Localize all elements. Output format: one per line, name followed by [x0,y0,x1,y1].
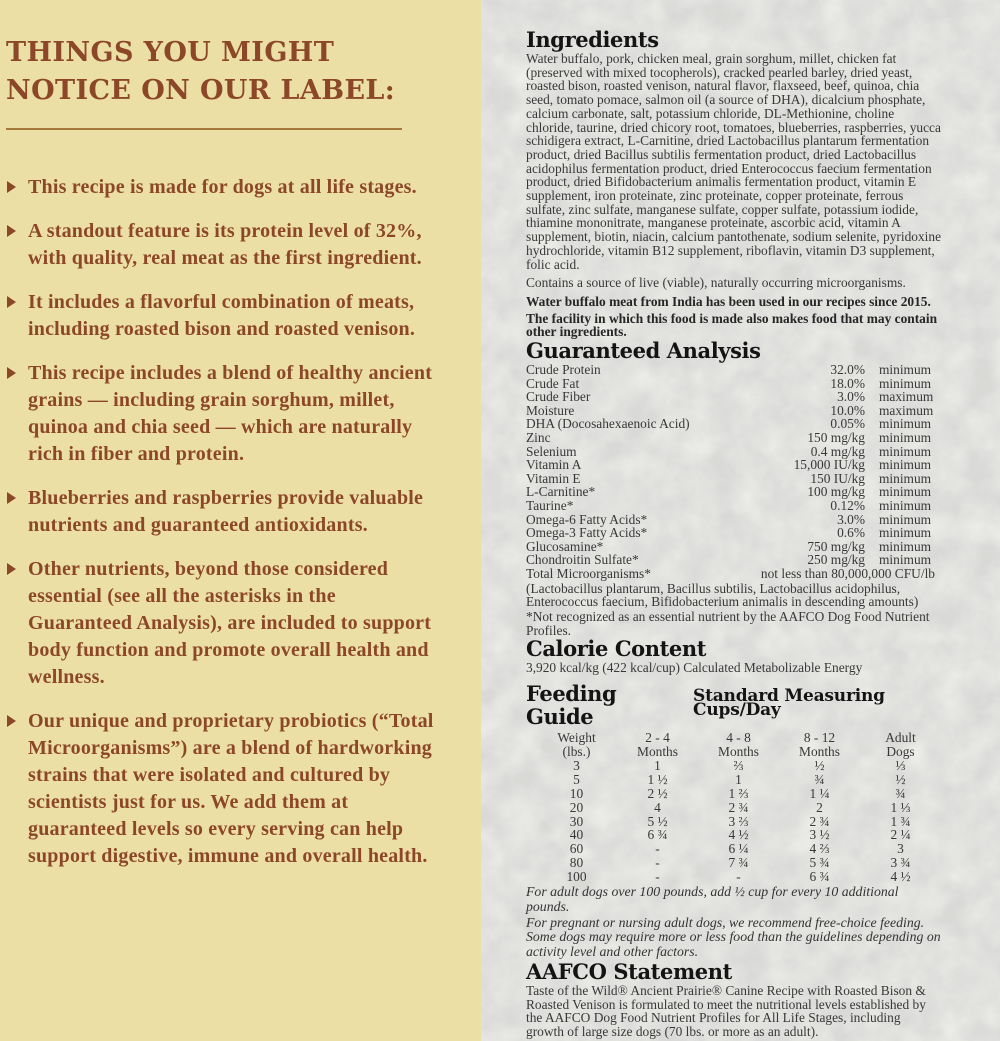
feeding-note-over-100: For adult dogs over 100 pounds, add ½ cup for every 10 additional pounds. [526,884,899,914]
ingredients-title: Ingredients [526,27,659,52]
nutrient-qualifier: minimum [879,498,932,513]
panel-heading-line2: NOTICE ON OUR LABEL: [6,75,396,106]
cups-4-8-months-cell: 7 ¾ [728,855,749,871]
feeding-guide-row [536,773,941,787]
analysis-row [526,445,941,459]
cups-4-8-months-cell: 6 ¼ [728,841,749,857]
analysis-row [526,513,941,527]
cups-2-4-months-cell: - [655,869,660,885]
bullet-arrow-icon [7,715,16,727]
facility-note: The facility in which this food is made also makes food that may contain other ingredients. [526,310,938,340]
cups-adult-cell: 3 [897,841,904,857]
weight-cell: 3 [573,757,580,773]
cups-2-4-months-cell: 6 ¾ [647,827,668,843]
guaranteed-analysis-table [526,363,941,567]
column-header [698,731,779,759]
nutrient-value: not less than 80,000,000 CFU/lb [760,565,935,581]
nutrient-name: Chondroitin Sulfate* [526,552,639,568]
analysis-row [526,499,941,513]
cups-8-12-months-cell: 5 ¾ [809,855,830,871]
cups-adult-cell: 2 ¼ [890,827,911,843]
bullet-arrow-icon [7,563,16,575]
feeding-guide-rows [536,759,941,884]
nutrient-value: 0.4 mg/kg [810,443,865,459]
nutrient-name: Vitamin E [526,470,581,486]
bullet-text: Our unique and proprietary probiotics (“Total Microorganisms”) are a blend of hardworking strains that were isolated and cultured by scientists just for us. We add them at guaranteed levels so every serving can help support digestive, immune and overall health. [28,710,434,867]
cups-adult-cell: ⅓ [895,757,906,773]
bullet-arrow-icon [7,367,16,379]
bullet-text: This recipe includes a blend of healthy ancient grains — including grain sorghum, millet, quinoa and chia seed — which are naturally rich in fiber and protein. [28,362,433,465]
weight-cell: 30 [569,813,584,829]
nutrient-name: Crude Fat [526,375,580,391]
bullet-arrow-icon [7,492,16,504]
cups-8-12-months-cell: 4 ⅔ [809,841,830,857]
analysis-row [526,404,941,418]
heading-divider [6,128,402,130]
column-header-line2: (lbs.) [562,743,591,759]
nutrient-qualifier: minimum [879,416,932,432]
cups-adult-cell: 1 ⅓ [890,799,911,815]
measuring-cups-subtitle: Standard Measuring Cups/Day [693,686,885,720]
feeding-guide-row [536,759,941,773]
nutrient-name: Omega-6 Fatty Acids* [526,511,648,527]
list-item [6,556,440,691]
bullet-arrow-icon [7,181,16,193]
notice-panel [0,0,481,1041]
nutrient-value: 0.12% [830,498,865,513]
feeding-guide-headline [526,682,941,728]
nutrient-qualifier: minimum [879,457,932,473]
cups-4-8-months-cell: 1 ⅔ [728,785,749,801]
bullet-text: It includes a flavorful combination of meats, including roasted bison and roasted venison. [28,291,416,340]
nutrient-name: Selenium [526,443,577,459]
aafco-title: AAFCO Statement [526,959,732,985]
cups-4-8-months-cell: ⅔ [733,757,744,773]
nutrient-name: Vitamin A [526,457,582,473]
calorie-content-title: Calorie Content [526,636,707,662]
nutrient-name: Moisture [526,402,575,418]
ingredients-text: Water buffalo, pork, chicken meal, grain sorghum, millet, chicken fat (preserved with mixed tocopherols), cracked pearled barley, dried yeast, roasted bison, roasted venison, natural flavor, flaxseed, beef, quinoa, chia seed, tomato pomace, salmon oil (a source of DHA), dicalcium phosphate, calcium carbonate, salt, potassium chloride, DL-Methionine, choline chloride, taurine, dried chicory root, tomatoes, blueberries, raspberries, yucca schidigera extract, L-Carnitine, dried Lactobacillus plantarum fermentation product, dried Bacillus subtilis fermentation product, dried Lactobacillus acidophilus fermentation product, dried Enterococcus faecium fermentation product, dried Bifidobacterium animalis fermentation product, vitamin E supplement, iron proteinate, zinc proteinate, copper proteinate, ferrous sulfate, zinc sulfate, manganese sulfate, copper sulfate, potassium iodide, thiamine mononitrate, manganese proteinate, ascorbic acid, vitamin A supplement, biotin, niacin, calcium pantothenate, sodium selenite, pyridoxine hydrochloride, vitamin B12 supplement, riboflavin, vitamin D3 supplement, folic acid. [526,51,942,272]
cups-8-12-months-cell: 6 ¾ [809,869,830,885]
cups-2-4-months-cell: - [655,855,660,871]
guaranteed-analysis-title: Guaranteed Analysis [526,338,761,364]
asterisk-note: *Not recognized as an essential nutrient by the AAFCO Dog Food Nutrient Profiles. [526,608,930,638]
list-item [6,485,440,539]
column-header [779,731,860,759]
calorie-content-text: 3,920 kcal/kg (422 kcal/cup) Calculated Metabolizable Energy [526,660,863,676]
nutrient-value: 3.0% [837,511,865,527]
nutrient-name: Zinc [526,430,551,446]
nutrient-qualifier: maximum [879,402,934,418]
analysis-row [526,526,941,540]
notice-list [6,174,461,870]
list-item [6,174,440,201]
nutrient-qualifier: minimum [879,511,932,527]
cups-adult-cell: 1 ¾ [890,813,911,829]
nutrient-value: 250 mg/kg [807,552,865,568]
weight-cell: 40 [569,827,584,843]
bullet-text: Other nutrients, beyond those considered essential (see all the asterisks in the Guaranteed Analysis), are included to support body function and promote overall health and wellness. [28,558,432,688]
cups-2-4-months-cell: 4 [654,799,661,815]
cups-2-4-months-cell: 1 ½ [647,771,668,787]
cups-adult-cell: 4 ½ [890,869,911,885]
bullet-text: A standout feature is its protein level of 32%, with quality, real meat as the first ingredient. [28,220,422,269]
column-header-line1: 2 - 4 [645,730,670,746]
cups-4-8-months-cell: - [736,869,741,885]
nutrient-value: 150 IU/kg [810,470,865,486]
microorganisms-detail: (Lactobacillus plantarum, Bacillus subtilis, Lactobacillus acidophilus, Enterococcus faecium, Bifidobacterium animalis in descending amounts) [526,580,919,610]
nutrient-name: Omega-3 Fatty Acids* [526,525,648,541]
analysis-row [526,553,941,567]
nutrient-value: 750 mg/kg [807,538,865,554]
panel-heading [6,34,461,110]
bullet-text: This recipe is made for dogs at all life stages. [28,176,417,198]
nutrient-qualifier: minimum [879,552,932,568]
nutrient-qualifier: minimum [879,443,932,459]
analysis-row [526,417,941,431]
label-content [526,28,941,1039]
column-header-line1: 8 - 12 [803,730,836,746]
weight-cell: 10 [569,785,584,801]
nutrient-qualifier: minimum [879,375,932,391]
feeding-guide-header [536,731,941,759]
nutrient-name: Crude Protein [526,362,601,378]
panel-heading-line1: THINGS YOU MIGHT [6,37,335,68]
analysis-row [526,431,941,445]
weight-cell: 20 [569,799,584,815]
list-item [6,218,440,272]
cups-8-12-months-cell: 2 ¾ [809,813,830,829]
nutrient-value: 0.6% [837,525,865,541]
column-header-line2: Dogs [886,743,915,759]
column-header-line1: Weight [557,730,596,746]
cups-8-12-months-cell: 3 ½ [809,827,830,843]
bullet-arrow-icon [7,296,16,308]
cups-8-12-months-cell: 2 [816,799,823,815]
total-microorganisms-row [526,567,941,581]
feeding-guide-row [536,801,941,815]
feeding-guide-row [536,870,941,884]
cups-2-4-months-cell: - [655,841,660,857]
column-header [860,731,941,759]
nutrient-value: 18.0% [830,375,865,391]
nutrient-name: Crude Fiber [526,389,591,405]
nutrient-qualifier: minimum [879,525,932,541]
analysis-row [526,540,941,554]
nutrient-name: Total Microorganisms* [526,565,651,581]
nutrient-name: DHA (Docosahexaenoic Acid) [526,416,690,432]
nutrient-qualifier: minimum [879,430,932,446]
list-item [6,360,440,468]
analysis-row [526,458,941,472]
nutrient-value: 150 mg/kg [807,430,865,446]
cups-8-12-months-cell: ¾ [814,771,825,787]
feeding-guide-table [536,731,941,884]
weight-cell: 5 [573,771,580,787]
column-header-line2: Months [637,743,678,759]
cups-adult-cell: ¾ [895,785,906,801]
column-header [536,731,617,759]
nutrient-qualifier: maximum [879,389,934,405]
feeding-guide-row [536,815,941,829]
list-item [6,289,440,343]
column-header [617,731,698,759]
analysis-row [526,363,941,377]
column-header-line2: Months [718,743,759,759]
feeding-note-pregnant: For pregnant or nursing adult dogs, we recommend free-choice feeding. Some dogs may require more or less food than the guidelines depending on activity level and other factors. [526,914,941,960]
cups-4-8-months-cell: 2 ¾ [728,799,749,815]
bullet-text: Blueberries and raspberries provide valuable nutrients and guaranteed antioxidants. [28,487,424,536]
cups-8-12-months-cell: ½ [814,757,825,773]
nutrient-value: 10.0% [830,402,865,418]
cups-4-8-months-cell: 3 ⅔ [728,813,749,829]
feeding-guide-title: Feeding Guide [526,681,617,730]
nutrient-qualifier: minimum [879,484,932,500]
cups-8-12-months-cell: 1 ¼ [809,785,830,801]
analysis-row [526,377,941,391]
nutrient-value: 100 mg/kg [807,484,865,500]
weight-cell: 100 [566,869,587,885]
analysis-row [526,390,941,404]
cups-adult-cell: ½ [895,771,906,787]
feeding-guide-row [536,787,941,801]
nutrient-value: 15,000 IU/kg [793,457,865,473]
nutrient-value: 3.0% [837,389,865,405]
weight-cell: 80 [569,855,584,871]
nutrient-name: L-Carnitine* [526,484,596,500]
nutrient-qualifier: minimum [879,470,932,486]
cups-2-4-months-cell: 2 ½ [647,785,668,801]
cups-2-4-months-cell: 1 [654,757,661,773]
nutrient-qualifier: minimum [879,538,932,554]
water-buffalo-note: Water buffalo meat from India has been used in our recipes since 2015. [526,293,931,309]
analysis-row [526,472,941,486]
aafco-text: Taste of the Wild® Ancient Prairie® Canine Recipe with Roasted Bison & Roasted Venison is formulated to meet the nutritional levels established by the AAFCO Dog Food Nutrient Profiles for All Life Stages, including growth of large size dogs (70 lbs. or more as an adult). [526,983,926,1040]
nutrient-qualifier: minimum [879,362,932,378]
bullet-arrow-icon [7,225,16,237]
nutrient-name: Taurine* [526,498,574,513]
nutrition-label [481,0,1000,1041]
nutrient-name: Glucosamine* [526,538,604,554]
nutrient-value: 0.05% [830,416,865,432]
weight-cell: 60 [569,841,584,857]
feeding-guide-row [536,842,941,856]
feeding-guide-row [536,828,941,842]
cups-2-4-months-cell: 5 ½ [647,813,668,829]
cups-4-8-months-cell: 4 ½ [728,827,749,843]
column-header-line2: Months [799,743,840,759]
nutrient-value: 32.0% [830,362,865,378]
feeding-guide-row [536,856,941,870]
live-microorganisms-note: Contains a source of live (viable), naturally occurring microorganisms. [526,275,906,291]
list-item [6,708,440,870]
column-header-line1: 4 - 8 [726,730,751,746]
column-header-line1: Adult [885,730,916,746]
cups-4-8-months-cell: 1 [735,771,742,787]
cups-adult-cell: 3 ¾ [890,855,911,871]
analysis-row [526,485,941,499]
